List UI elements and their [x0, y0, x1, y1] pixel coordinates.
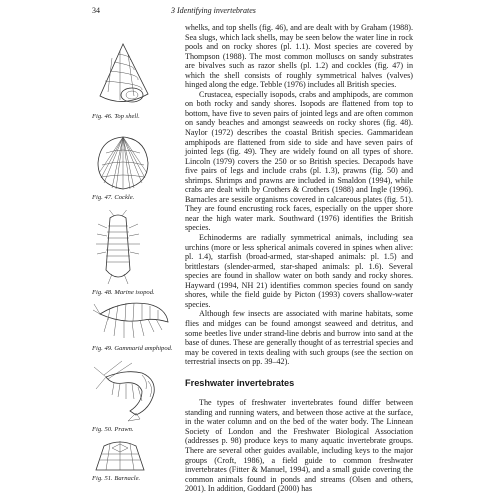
barnacle-illustration	[92, 436, 148, 474]
isopod-illustration	[92, 210, 144, 288]
figure-caption: Fig. 47. Cockle.	[92, 194, 135, 201]
figure-barnacle	[92, 436, 182, 482]
figure-top-shell	[92, 40, 182, 120]
figure-caption: Fig. 51. Barnacle.	[92, 475, 141, 482]
figure-gammarid-amphipod	[92, 298, 182, 352]
top-shell-illustration	[92, 40, 154, 112]
running-title: 3 Identifying invertebrates	[171, 6, 256, 15]
figure-cockle	[92, 131, 182, 201]
paragraph: Crustacea, especially isopods, crabs and amphipods, are common on both rocky and sandy shores. Isopods are flattened from top to bottom, have five to seven pairs of jointed legs and are often common on sandy beaches and amongst seaweeds on rocky shores (fig. 48). Naylor (1972) describes the coastal British species. Gammaridean amphipods are flattened from side to side and have seven pairs of jointed legs (fig. 49). They are widely found on all types of shore. Lincoln (1979) covers the 250 or so British species. Decapods have five pairs of legs and include crabs (pl. 1.3), prawns (fig. 50) and shrimps. Shrimps and prawns are included in Smaldon (1994), while crabs are dealt with by Crothers & Crothers (1988) and Ingle (1996). Barnacles are sessile organisms covered in calcareous plates (fig. 51). They are found encrusting rock faces, especially on the upper shore near the high water mark. Southward (1976) identifies the British species.	[185, 89, 413, 233]
page-number: 34	[92, 6, 100, 15]
paragraph: The types of freshwater invertebrates found differ between standing and running waters, and between those active at the surface, in the water column and on the bed of the water body. The Linnean Society of London and the Freshwater Biological Association (addresses p. 98) produce keys to many aquatic invertebrate groups. There are several other guides available, including keys to the major groups (Croft, 1986), a field guide to common freshwater invertebrates (Fitter & Manuel, 1994), and a small guide covering the common animals found in ponds and streams (Olsen and others, 2001). In addition, Goddard (2000) has	[185, 398, 413, 494]
page-header	[92, 6, 460, 18]
paragraph: Echinoderms are radially symmetrical animals, including sea urchins (more or less spherical animals covered in spines when alive: pl. 1.4), starfish (broad-armed, star-shaped animals: pl. 1.5) and brittlestars (slender-armed, star-shaped animals: pl. 1.6). Several species are found in shallow water on both sandy and rocky shores. Hayward (1994, NH 21) identifies common species found on sandy shores, while the field guide by Picton (1993) covers shallow-water species.	[185, 233, 413, 309]
body-text-column	[185, 23, 413, 494]
figure-prawn	[92, 359, 182, 433]
paragraph: whelks, and top shells (fig. 46), and are dealt with by Graham (1988). Sea slugs, which lack shells, may be seen below the water line in rock pools and on rocky shores (pl. 1.1). Most species are covered by Thompson (1988). The most common molluscs on sandy substrates are bivalves such as razor shells (pl. 1.2) and cockles (fig. 47) in which the shell consists of roughly symmetrical halves (valves) hinged along the edge. Tebble (1976) includes all British species.	[185, 23, 413, 90]
figure-caption: Fig. 49. Gammarid amphipod.	[92, 345, 173, 352]
figure-marine-isopod	[92, 210, 182, 296]
figure-caption: Fig. 50. Prawn.	[92, 426, 134, 433]
section-heading: Freshwater invertebrates	[185, 377, 295, 388]
prawn-illustration	[92, 359, 172, 425]
amphipod-illustration	[92, 298, 172, 344]
cockle-illustration	[92, 131, 154, 193]
figure-caption: Fig. 46. Top shell.	[92, 113, 140, 120]
paragraph: Although few insects are associated with marine habitats, some flies and midges can be found amongst seaweed and detritus, and some beetles live under strand-line debris and burrow into sand at the base of dunes. These are generally thought of as terrestrial species and may be covered in texts dealing with such groups (see the section on terrestrial insects on pp. 39–42).	[185, 309, 413, 367]
figure-caption: Fig. 48. Marine isopod.	[92, 289, 155, 296]
